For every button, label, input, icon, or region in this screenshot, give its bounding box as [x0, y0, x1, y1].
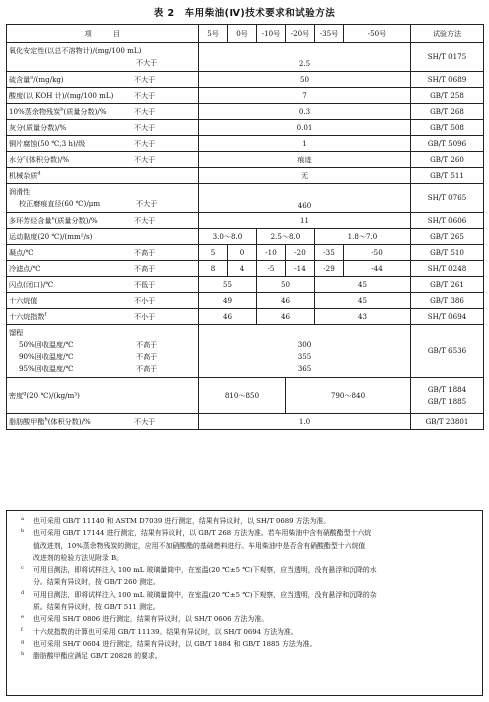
row-cetane-number	[7, 293, 484, 309]
sub-item-text: 校正磨痕直径(60 ℃)/μm	[19, 199, 101, 208]
method-cell: GB/T 386	[411, 293, 484, 309]
method-cell: SH/T 0248	[411, 261, 484, 277]
value-cell: 2.5	[199, 43, 411, 72]
row-pah	[7, 213, 484, 229]
footnote-line: 也可采用 GB/T 17144 进行测定，结果有异议时，以 GB/T 268 方法为准。若车用柴油中含有硝酸酯型十六烷	[33, 529, 372, 538]
row-acidity	[7, 88, 484, 104]
note-mark: d	[21, 589, 25, 596]
row-label	[7, 184, 199, 213]
sub-item-text: 90%回收温度/℃	[19, 352, 74, 361]
table-title: 表 2 车用柴油(Ⅳ)技术要求和试验方法	[153, 8, 336, 19]
note-mark: e	[21, 614, 24, 621]
limit-text: 不高于	[134, 263, 156, 273]
limit-text: 不大于	[134, 122, 156, 132]
value-cell: 43	[315, 309, 411, 325]
row-cloud-point	[7, 245, 484, 261]
value-cell: -5	[257, 261, 286, 277]
header-grade: -50号	[344, 25, 411, 43]
value-cell: 0.3	[199, 104, 411, 120]
value-cell: -50	[344, 245, 411, 261]
footnote-line: 可用目测法，即将试样注入 100 mL 玻璃量筒中，在室温(20 ℃±5 ℃)下观察，应当透明，没有悬浮和沉降的杂	[33, 590, 377, 599]
limit-text: 不高于	[136, 340, 158, 349]
value-cell: 1.0	[199, 414, 411, 430]
item-name: 铜片腐蚀(50 ℃,3 h)/级	[9, 138, 86, 148]
footnote-line: 分。结果有异议时，按 GB/T 260 测定。	[33, 578, 160, 587]
value-cell: 7	[199, 88, 411, 104]
item-name: 多环芳烃含量	[9, 215, 52, 225]
note-mark: g	[21, 638, 25, 645]
sub-item-text: 95%回收温度/℃	[19, 364, 74, 373]
item-name: 酸度(以 KOH 计)/(mg/100 mL)	[9, 90, 114, 100]
footnote	[21, 613, 474, 625]
row-label	[7, 136, 199, 152]
limit-text: 不大于	[134, 138, 156, 148]
item-name: 润滑性	[9, 187, 31, 196]
row-viscosity	[7, 229, 484, 245]
value-cell: 810～850	[199, 378, 286, 414]
note-mark: e	[51, 215, 55, 222]
value-cell: 0.01	[199, 120, 411, 136]
note-mark: h	[21, 651, 25, 658]
limit-text: 不大于	[136, 199, 158, 208]
sub-item-text: 50%回收温度/℃	[19, 340, 74, 349]
value-cell: 8	[199, 261, 228, 277]
footnote	[21, 527, 474, 564]
method-cell: GB/T 265	[411, 229, 484, 245]
header-grade: 5号	[199, 25, 228, 43]
value-text: 355	[297, 352, 312, 361]
limit-text: 不大于	[134, 215, 156, 225]
value-text: 365	[297, 364, 312, 373]
sub-item-name	[9, 198, 196, 210]
row-fame	[7, 414, 484, 430]
row-label	[7, 325, 199, 378]
footnote-line: 十六烷指数的计算也可采用 GB/T 11139。结果有异议时，以 SH/T 0694 方法为准。	[33, 627, 298, 636]
header-item: 项 目	[7, 25, 199, 43]
limit-text: 不低于	[134, 279, 156, 289]
value-cell: 45	[315, 293, 411, 309]
row-oxidation	[7, 43, 484, 72]
value-text: 300	[297, 340, 312, 349]
value-cell: 49	[199, 293, 257, 309]
row-label	[7, 378, 199, 414]
value-cell	[199, 325, 411, 378]
spec-table	[6, 24, 484, 430]
item-name: 密度	[9, 390, 24, 400]
header-row	[7, 25, 484, 43]
row-label	[7, 88, 199, 104]
header-grade: 0号	[228, 25, 257, 43]
note-mark: b	[21, 528, 25, 535]
value-cell: 痕迹	[199, 152, 411, 168]
footnote	[21, 589, 474, 614]
footnote-line: 质。结果有异议时，按 GB/T 511 测定。	[33, 603, 160, 612]
note-mark: c	[21, 565, 24, 572]
footnotes-box	[6, 510, 483, 696]
row-copper-corrosion	[7, 136, 484, 152]
limit-text: 不小于	[134, 295, 156, 305]
value-cell: 1.8～7.0	[315, 229, 411, 245]
item-name: 闪点(闭口)/℃	[9, 279, 54, 289]
limit-text: 不高于	[136, 352, 158, 361]
row-label	[7, 277, 199, 293]
method-cell: GB/T 261	[411, 277, 484, 293]
method-cell: SH/T 0175	[411, 43, 484, 72]
method-cell	[411, 378, 484, 414]
footnote-line: 也可采用 SH/T 0806 进行测定，结果有异议时，以 SH/T 0606 方法为准。	[33, 615, 269, 624]
footnote	[21, 564, 474, 589]
row-label: 运动黏度(20 ℃)/(mm²/s)	[7, 229, 199, 245]
limit-text: 不高于	[134, 247, 156, 257]
header-method: 试验方法	[411, 25, 484, 43]
item-name: 机械杂质	[9, 170, 38, 180]
item-name: 10%蒸余物残炭	[9, 106, 61, 116]
value-cell: 50	[257, 277, 315, 293]
row-label	[7, 245, 199, 261]
item-name: 水分	[9, 154, 24, 164]
row-lubricity	[7, 184, 484, 213]
note-mark: c	[23, 154, 26, 161]
row-label	[7, 104, 199, 120]
method-cell: GB/T 260	[411, 152, 484, 168]
row-label	[7, 120, 199, 136]
row-label	[7, 152, 199, 168]
item-name: 硫含量	[9, 74, 31, 84]
note-mark: d	[37, 170, 41, 177]
item-name: 馏程	[9, 328, 24, 337]
row-density	[7, 378, 484, 414]
sub-item-name	[9, 351, 196, 363]
row-label	[7, 168, 199, 184]
row-label	[7, 213, 199, 229]
row-cfpp	[7, 261, 484, 277]
value-cell: -35	[315, 245, 344, 261]
footnote	[21, 650, 474, 662]
value-cell: 46	[257, 309, 315, 325]
value-cell: -10	[257, 245, 286, 261]
row-carbon-residue	[7, 104, 484, 120]
note-mark: g	[23, 390, 27, 397]
note-mark: h	[44, 416, 48, 423]
limit-text: 不大于	[134, 74, 156, 84]
value-cell: 45	[315, 277, 411, 293]
item-unit: (质量分数)/%	[63, 106, 107, 116]
value-cell: 46	[199, 309, 257, 325]
limit-text: 不高于	[136, 364, 158, 373]
method-text: GB/T 1884	[427, 384, 467, 394]
header-grade: -35号	[315, 25, 344, 43]
row-label	[7, 261, 199, 277]
sub-item-name	[9, 363, 196, 375]
note-mark: f	[44, 311, 47, 318]
row-label	[7, 414, 199, 430]
value-cell: 0	[228, 245, 257, 261]
row-label	[7, 43, 199, 72]
item-name: 冷滤点/℃	[9, 263, 41, 273]
limit-text: 不大于	[134, 90, 156, 100]
row-label	[7, 309, 199, 325]
method-cell: SH/T 0694	[411, 309, 484, 325]
limit-text: 不大于	[136, 58, 158, 67]
method-cell: SH/T 0606	[411, 213, 484, 229]
method-cell: GB/T 23801	[411, 414, 484, 430]
item-unit: (体积分数)/%	[26, 154, 70, 164]
note-mark: f	[21, 626, 23, 633]
value-cell: 46	[257, 293, 315, 309]
item-name: 十六烷指数	[9, 311, 45, 321]
footnote-line: 可用目测法，即将试样注入 100 mL 玻璃量筒中，在室温(20 ℃±5 ℃)下观察，应当透明，没有悬浮和沉降的水	[33, 566, 377, 575]
footnote-line: 值改进剂，10%蒸余物残炭的测定，应用不加硝酸酯的基础燃料进行。车用柴油中是否含有硝酸酯型十六烷值	[33, 541, 366, 550]
footnote-line: 改进剂的检验方法见附录 B。	[33, 553, 123, 562]
method-cell: SH/T 0689	[411, 72, 484, 88]
row-label	[7, 293, 199, 309]
value-cell: -14	[286, 261, 315, 277]
value-cell: -29	[315, 261, 344, 277]
item-unit: (体积分数)/%	[47, 416, 91, 426]
header-grade: -20号	[286, 25, 315, 43]
value-cell: 460	[199, 184, 411, 213]
value-cell: -20	[286, 245, 315, 261]
value-cell: 11	[199, 213, 411, 229]
footnote	[21, 626, 474, 638]
value-cell: 4	[228, 261, 257, 277]
value-cell: 3.0～8.0	[199, 229, 257, 245]
item-unit: (质量分数)/%	[54, 215, 98, 225]
row-label	[7, 72, 199, 88]
footnote-line: 也可采用 SH/T 0604 进行测定，结果有异议时，以 GB/T 1884 和 GB/T 1885 方法为准。	[33, 639, 317, 648]
value-cell: -44	[344, 261, 411, 277]
method-cell: GB/T 268	[411, 104, 484, 120]
method-cell: GB/T 6536	[411, 325, 484, 378]
limit-text: 不小于	[134, 311, 156, 321]
header-grade: -10号	[257, 25, 286, 43]
limit-text: 不大于	[134, 416, 156, 426]
row-mechanical-impurities	[7, 168, 484, 184]
item-name: 氧化安定性(以总不溶物计)/(mg/100 mL)	[9, 46, 142, 55]
footnote-line: 也可采用 GB/T 11140 和 ASTM D7039 进行测定，结果有异议时，以 SH/T 0689 方法为准。	[33, 517, 331, 525]
row-water	[7, 152, 484, 168]
note-mark: a	[21, 516, 24, 522]
item-unit: (20 ℃)/(kg/m³)	[26, 390, 80, 400]
item-name: 凝点/℃	[9, 247, 34, 257]
row-distillation	[7, 325, 484, 378]
method-cell: GB/T 5096	[411, 136, 484, 152]
footnote	[21, 515, 474, 527]
method-cell: GB/T 508	[411, 120, 484, 136]
value-cell: 50	[199, 72, 411, 88]
method-cell: SH/T 0765	[411, 184, 484, 213]
value-cell: 无	[199, 168, 411, 184]
footnote-line: 脂肪酸甲酯应满足 GB/T 20828 的要求。	[33, 652, 162, 661]
value-cell: 790～840	[286, 378, 411, 414]
limit-text: 不大于	[134, 154, 156, 164]
note-mark: b	[60, 106, 64, 113]
row-sulfur	[7, 72, 484, 88]
limit-text: 不大于	[134, 106, 156, 116]
method-cell: GB/T 511	[411, 168, 484, 184]
footnote	[21, 638, 474, 650]
value-cell: 2.5～8.0	[257, 229, 315, 245]
item-name: 十六烷值	[9, 295, 38, 305]
method-cell: GB/T 258	[411, 88, 484, 104]
method-text: GB/T 1885	[427, 396, 467, 406]
row-cetane-index	[7, 309, 484, 325]
value-cell: 55	[199, 277, 257, 293]
value-cell: 5	[199, 245, 228, 261]
item-unit: /(mg/kg)	[33, 74, 64, 84]
value-cell: 1	[199, 136, 411, 152]
item-name: 脂肪酸甲酯	[9, 416, 45, 426]
row-flash-point	[7, 277, 484, 293]
item-name: 灰分(质量分数)/%	[9, 122, 67, 132]
sub-item-name	[9, 339, 196, 351]
row-ash	[7, 120, 484, 136]
note-mark: a	[30, 74, 34, 81]
method-cell: GB/T 510	[411, 245, 484, 261]
